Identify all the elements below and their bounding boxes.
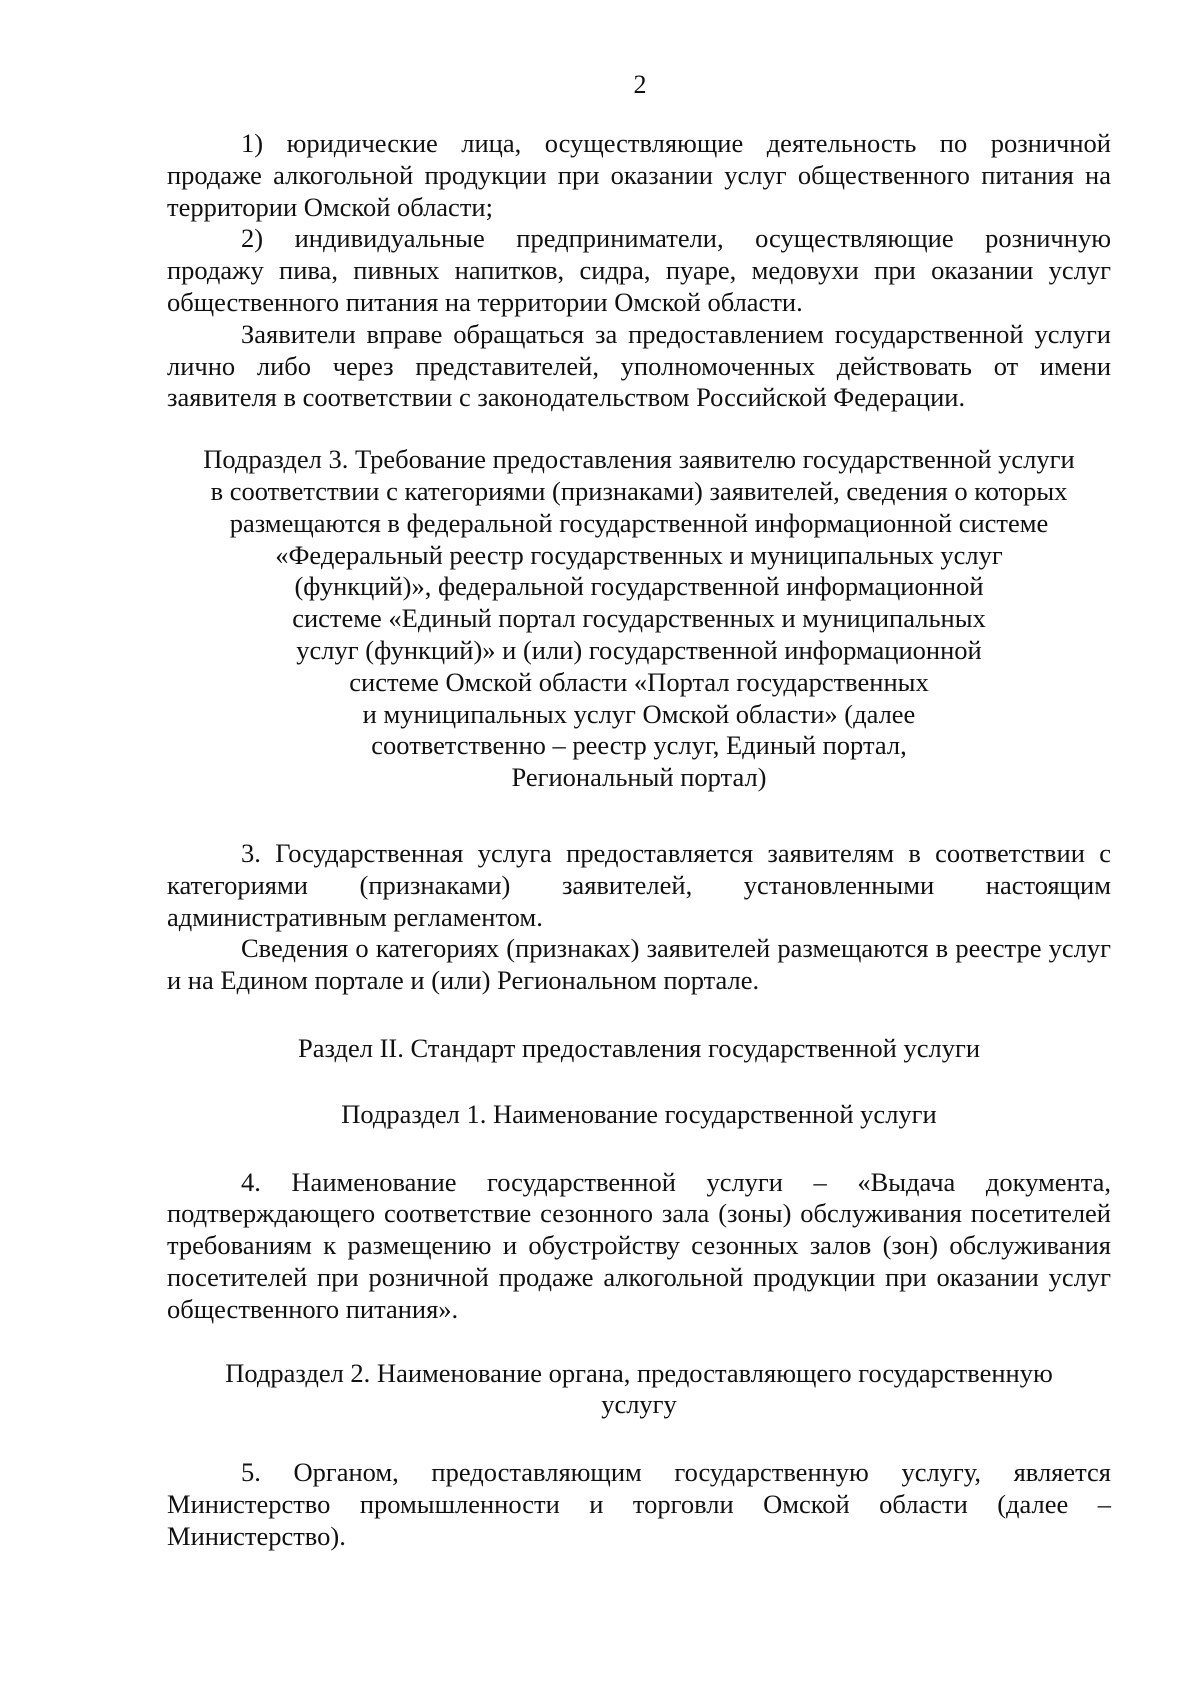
heading-line: системе Омской области «Портал государственных — [349, 666, 929, 697]
heading-line: Подраздел 2. Наименование органа, предоставляющего государственную — [225, 1357, 1053, 1388]
page-number: 2 — [633, 70, 647, 99]
heading-line: Региональный портал) — [511, 762, 767, 793]
heading-line: услугу — [601, 1389, 677, 1420]
heading-line: услуг (функций)» и (или) государственной информационной — [296, 634, 982, 665]
subsection-1-heading: Подраздел 1. Наименование государственной услуги — [341, 1098, 937, 1129]
subsection-3-heading — [157, 444, 1121, 794]
heading-line: «Федеральный реестр государственных и муниципальных услуг — [275, 539, 1003, 570]
section-2-heading: Раздел II. Стандарт предоставления государственной услуги — [297, 1032, 981, 1063]
heading-line: Подраздел 3. Требование предоставления заявителю государственной услуги — [203, 444, 1075, 475]
heading-line: в соответствии с категориями (признаками) заявителей, сведения о которых — [210, 475, 1068, 506]
paragraph-providing-authority: 5. Органом, предоставляющим государственную услугу, является Министерство промышленности и торговли Омской области (далее – Министерство). — [167, 1457, 1111, 1551]
heading-line: соответственно – реестр услуг, Единый портал, — [371, 730, 907, 761]
paragraph-individual-entrepreneurs: 2) индивидуальные предприниматели, осуществляющие розничную продажу пива, пивных напитков, сидра, пуаре, медовухи при оказании услуг общественного питания на территории Омской области. — [167, 223, 1111, 317]
document-body — [167, 128, 1111, 1552]
paragraph-categories-info: Сведения о категориях (признаках) заявителей размещаются в реестре услуг и на Едином портале и (или) Региональном портале. — [167, 933, 1111, 996]
paragraph-service-categories: 3. Государственная услуга предоставляется заявителям в соответствии с категориями (признаками) заявителей, установленными настоящим административным регламентом. — [167, 837, 1111, 932]
paragraph-service-name: 4. Наименование государственной услуги – «Выдача документа, подтверждающего соответствие сезонного зала (зоны) обслуживания посетителей требованиям к размещению и обустройству сезонных залов (зон) обслуживания посетителей при розничной продаже алкогольной продукции при оказании услуг общественного питания». — [167, 1166, 1111, 1324]
heading-line: и муниципальных услуг Омской области» (далее — [362, 698, 916, 729]
heading-line: системе «Единый портал государственных и муниципальных — [292, 603, 986, 634]
heading-line: размещаются в федеральной государственной информационной системе — [229, 507, 1049, 538]
subsection-2-heading — [167, 1358, 1111, 1422]
paragraph-legal-entities: 1) юридические лица, осуществляющие деятельность по розничной продаже алкогольной продукции при оказании услуг общественного питания на территории Омской области; — [167, 128, 1111, 222]
paragraph-representatives: Заявители вправе обращаться за предоставлением государственной услуги лично либо через представителей, уполномоченных действовать от имени заявителя в соответствии с законодательством Российской Федерации. — [167, 318, 1111, 413]
heading-line: (функций)», федеральной государственной информационной — [294, 571, 984, 602]
